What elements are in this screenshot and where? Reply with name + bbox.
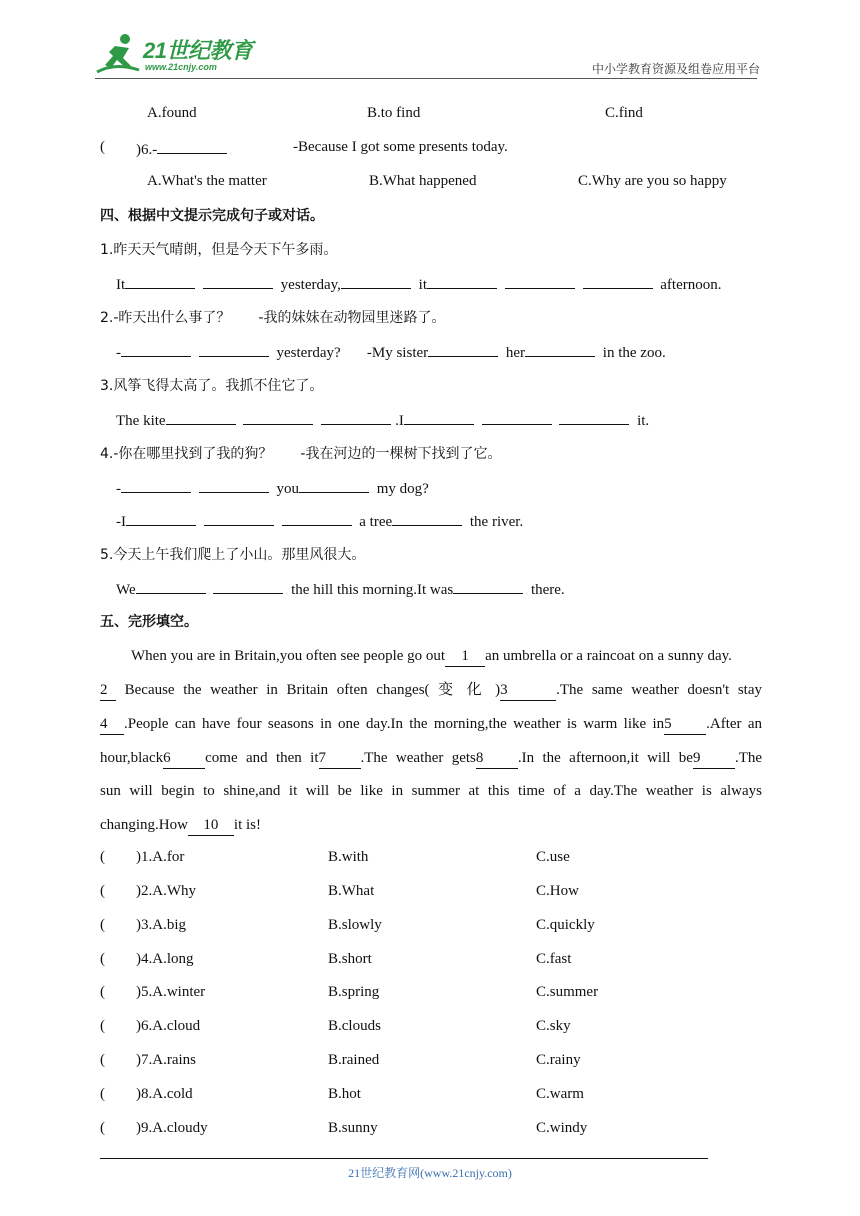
blank-number[interactable]: 10	[188, 815, 234, 836]
text: it is!	[233, 817, 261, 833]
text: in the zoo.	[602, 345, 666, 361]
option-a: )6.A.cloud	[136, 1018, 201, 1034]
answer-paren[interactable]: (	[100, 1018, 105, 1034]
answer-paren[interactable]: (	[100, 1052, 105, 1068]
blank[interactable]	[559, 410, 629, 425]
text: .The weather gets	[360, 750, 476, 766]
logo-url: www.21cnjy.com	[145, 62, 217, 72]
option-b: B.slowly	[328, 917, 382, 933]
q5-options	[100, 105, 760, 125]
blank[interactable]	[121, 342, 191, 357]
option-row	[100, 849, 760, 869]
passage-line-6	[100, 815, 261, 836]
option-row	[100, 917, 760, 937]
answer-paren[interactable]: (	[100, 984, 105, 1000]
option-c: C.warm	[536, 1086, 584, 1102]
blank[interactable]	[243, 410, 313, 425]
blank[interactable]	[583, 274, 653, 289]
blank[interactable]	[321, 410, 391, 425]
blank[interactable]	[199, 342, 269, 357]
option-a: )1.A.for	[136, 849, 185, 865]
blank-number[interactable]: 3	[500, 680, 556, 701]
s5-chinese: 5.今天上午我们爬上了小山。那里风很大。	[100, 547, 366, 563]
blank[interactable]	[404, 410, 474, 425]
s3-english	[116, 410, 649, 431]
passage-line-4	[100, 748, 762, 769]
text: an umbrella or a raincoat on a sunny day.	[485, 648, 732, 664]
option-a: )2.A.Why	[136, 883, 196, 899]
blank[interactable]	[427, 274, 497, 289]
blank[interactable]	[505, 274, 575, 289]
option-a: )7.A.rains	[136, 1052, 196, 1068]
text: -My sister	[366, 345, 429, 361]
text: It	[116, 277, 126, 293]
blank[interactable]	[299, 478, 369, 493]
site-logo	[95, 32, 265, 76]
option-b: B.spring	[328, 984, 380, 1000]
option-c: C.rainy	[536, 1052, 581, 1068]
option-b: B.short	[328, 951, 372, 967]
s1-chinese: 1.昨天天气晴朗，但是今天下午多雨。	[100, 242, 338, 258]
text: -	[116, 481, 121, 497]
text: .In the afternoon,it will be	[517, 750, 693, 766]
text: you	[276, 481, 299, 497]
text: hour,black	[100, 750, 164, 766]
section-4-title: 四、根据中文提示完成句子或对话。	[100, 208, 324, 224]
option-a: )4.A.long	[136, 951, 194, 967]
answer-paren[interactable]: (	[100, 1086, 105, 1102]
text: it	[418, 277, 428, 293]
option-c: C.Why are you so happy	[578, 173, 727, 189]
option-a: )9.A.cloudy	[136, 1120, 208, 1136]
text: .I	[395, 413, 404, 429]
question-number	[136, 139, 231, 159]
option-a: A.found	[147, 105, 197, 121]
option-c: C.find	[605, 105, 643, 121]
blank[interactable]	[282, 511, 352, 526]
blank[interactable]	[428, 342, 498, 357]
blank-number[interactable]: 8	[476, 748, 518, 769]
answer-blank[interactable]	[157, 139, 227, 154]
passage-line-5: sun will begin to shine,and it will be like in summer at this time of a day.The weather is always	[100, 783, 762, 799]
option-row	[100, 951, 760, 971]
footer-text: 21世纪教育网(www.21cnjy.com)	[348, 1166, 512, 1180]
q6-options	[100, 173, 760, 193]
text: my dog?	[376, 481, 429, 497]
answer-paren[interactable]: (	[100, 917, 105, 933]
blank[interactable]	[453, 579, 523, 594]
option-b: B.hot	[328, 1086, 361, 1102]
option-c: C.fast	[536, 951, 572, 967]
runner-logo-icon	[95, 32, 143, 76]
s2-chinese: 2.-昨天出什么事了？ -我的妹妹在动物园里迷路了。	[100, 310, 446, 326]
option-c: C.quickly	[536, 917, 595, 933]
passage-line-3	[100, 714, 762, 735]
blank-number[interactable]: 1	[445, 646, 485, 667]
text: a tree	[359, 514, 393, 530]
q6-response: -Because I got some presents today.	[293, 139, 508, 155]
option-b: B.clouds	[328, 1018, 381, 1034]
option-row	[100, 1018, 760, 1038]
blank[interactable]	[204, 511, 274, 526]
header-platform-text: 中小学教育资源及组卷应用平台	[591, 62, 760, 76]
option-a: )8.A.cold	[136, 1086, 193, 1102]
blank[interactable]	[136, 579, 206, 594]
option-c: C.How	[536, 883, 579, 899]
blank-number[interactable]: 5	[664, 714, 706, 735]
text: changing.How	[100, 817, 188, 833]
text: -I	[116, 514, 126, 530]
text: .People can have four seasons in one day.In the morning,the weather is warm like in	[124, 716, 665, 732]
text: .The	[734, 750, 763, 766]
text: come and then it	[205, 750, 319, 766]
text: -	[116, 345, 121, 361]
text: the river.	[469, 514, 524, 530]
blank[interactable]	[125, 274, 195, 289]
section-5-title: 五、完形填空。	[100, 614, 198, 630]
footer-divider	[100, 1158, 708, 1159]
text: yesterday,	[280, 277, 341, 293]
option-row	[100, 1086, 760, 1106]
passage-line-1	[131, 646, 732, 667]
option-c: C.windy	[536, 1120, 588, 1136]
option-b: B.to find	[367, 105, 421, 121]
blank[interactable]	[525, 342, 595, 357]
passage-line-2	[100, 680, 762, 701]
s2-english	[116, 342, 666, 363]
blank[interactable]	[166, 410, 236, 425]
option-row	[100, 883, 760, 903]
answer-paren[interactable]: (	[100, 1120, 105, 1136]
option-a: )5.A.winter	[136, 984, 206, 1000]
s3-chinese: 3.风筝飞得太高了。我抓不住它了。	[100, 378, 324, 394]
text: Because the weather in Britain often changes( 变 化 )	[116, 682, 501, 698]
blank-number[interactable]: 9	[693, 748, 735, 769]
text: When you are in Britain,you often see people go out	[131, 648, 446, 664]
option-row	[100, 1052, 760, 1072]
blank[interactable]	[341, 274, 411, 289]
s4-chinese: 4.-你在哪里找到了我的狗？ -我在河边的一棵树下找到了它。	[100, 446, 502, 462]
answer-paren[interactable]: (	[100, 951, 105, 967]
logo-text: 21世纪教育	[143, 38, 253, 63]
blank[interactable]	[126, 511, 196, 526]
s1-english	[116, 274, 722, 295]
text: The kite	[116, 413, 166, 429]
option-b: B.What	[328, 883, 375, 899]
blank[interactable]	[203, 274, 273, 289]
blank-number[interactable]: 2	[100, 680, 116, 701]
option-c: C.summer	[536, 984, 599, 1000]
answer-paren[interactable]: (	[100, 883, 105, 899]
text: it.	[637, 413, 650, 429]
blank[interactable]	[121, 478, 191, 493]
text: We	[116, 582, 136, 598]
blank[interactable]	[392, 511, 462, 526]
text: afternoon.	[660, 277, 722, 293]
text: yesterday?	[276, 345, 341, 361]
text: .After an	[706, 716, 763, 732]
q6-question	[100, 139, 760, 159]
option-a: )3.A.big	[136, 917, 186, 933]
option-c: C.use	[536, 849, 570, 865]
option-b: B.rained	[328, 1052, 380, 1068]
option-a: A.What's the matter	[147, 173, 267, 189]
s5-english	[116, 579, 565, 600]
q6-label: )6.-	[136, 142, 158, 158]
header-divider	[95, 78, 757, 79]
text: her	[505, 345, 526, 361]
blank-number[interactable]: 7	[319, 748, 361, 769]
s4-english-b	[116, 511, 523, 532]
answer-paren: (	[100, 139, 105, 155]
answer-paren[interactable]: (	[100, 849, 105, 865]
blank[interactable]	[482, 410, 552, 425]
blank[interactable]	[199, 478, 269, 493]
s4-english-a	[116, 478, 429, 499]
option-row	[100, 1120, 760, 1140]
text: the hill this morning.It was	[291, 582, 454, 598]
option-b: B.sunny	[328, 1120, 378, 1136]
page-header	[95, 30, 760, 80]
blank-number[interactable]: 6	[163, 748, 205, 769]
text: .The same weather doesn't stay	[556, 682, 762, 698]
option-b: B.with	[328, 849, 369, 865]
blank[interactable]	[213, 579, 283, 594]
option-row	[100, 984, 760, 1004]
text: there.	[530, 582, 565, 598]
blank-number[interactable]: 4	[100, 714, 124, 735]
option-c: C.sky	[536, 1018, 571, 1034]
option-b: B.What happened	[369, 173, 477, 189]
